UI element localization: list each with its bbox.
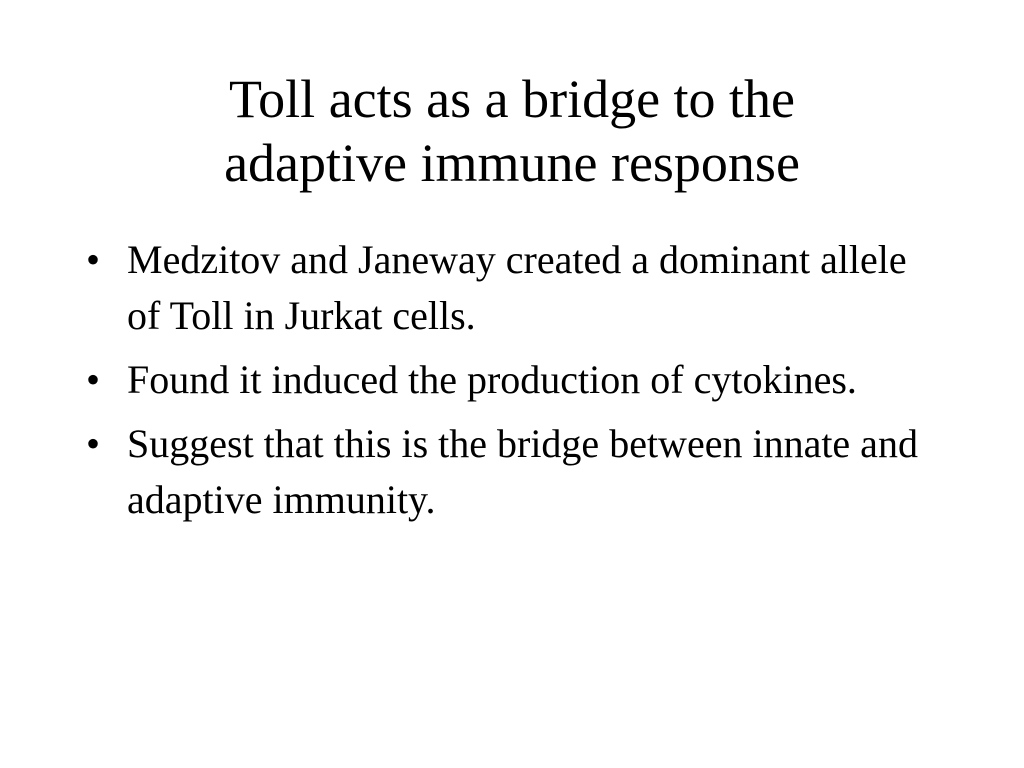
bullet-text: Found it induced the production of cytokines. — [127, 357, 857, 402]
bullet-text: Medzitov and Janeway created a dominant allele of Toll in Jurkat cells. — [127, 237, 907, 338]
bullet-item — [86, 352, 946, 408]
slide-title — [100, 68, 924, 195]
slide-title-line: Toll acts as a bridge to the — [228, 69, 796, 129]
bullet-icon: • — [86, 237, 101, 282]
bullet-icon: • — [86, 421, 101, 466]
slide-title-line: adaptive immune response — [224, 132, 800, 193]
bullet-text: Suggest that this is the bridge between innate and adaptive immunity. — [127, 421, 918, 522]
bullet-icon: • — [86, 357, 101, 402]
bullet-item — [86, 416, 946, 528]
bullet-item — [86, 232, 946, 344]
bullet-list — [86, 232, 946, 536]
